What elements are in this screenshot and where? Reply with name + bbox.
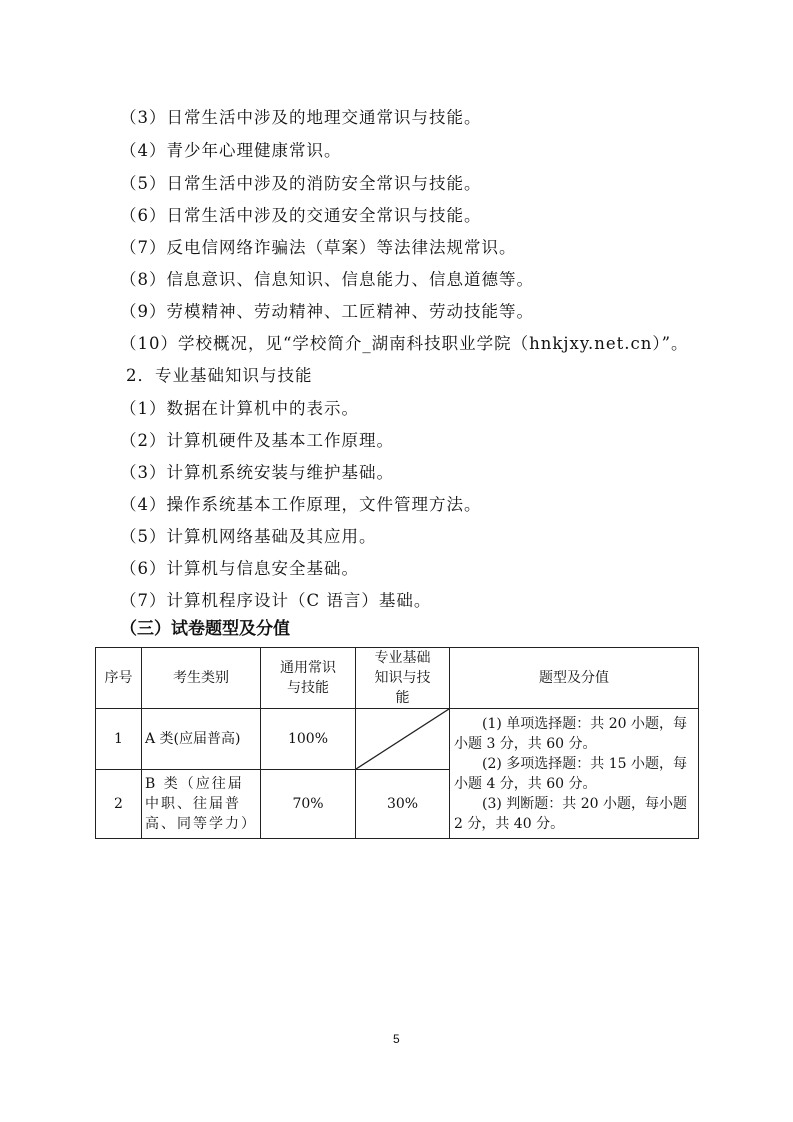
text-line: （4）青少年心理健康常识。	[120, 141, 342, 160]
header-cell: 题型及分值	[450, 648, 699, 709]
page-number: 5	[393, 1032, 400, 1046]
header-cell: 序号	[96, 648, 142, 709]
question-type: (3) 判断题：共 20 小题，每小题 2 分，共 40 分。	[454, 795, 687, 832]
category-cell: A 类(应届普高)	[142, 709, 261, 770]
question-types-cell	[450, 709, 699, 839]
text-line: （6）日常生活中涉及的交通安全常识与技能。	[120, 206, 482, 225]
question-type: (1) 单项选择题：共 20 小题，每小题 3 分，共 60 分。	[454, 715, 687, 752]
text-line: （3）计算机系统安装与维护基础。	[120, 463, 394, 482]
table-header-row	[96, 648, 699, 709]
text-line: （5）计算机网络基础及其应用。	[120, 527, 377, 546]
text-line: （7）计算机程序设计（C 语言）基础。	[120, 591, 432, 610]
section-heading: （三）试卷题型及分值	[120, 619, 290, 639]
question-type: (2) 多项选择题：共 15 小题，每小题 4 分，共 60 分。	[454, 755, 687, 792]
header-cell: 专业基础知识与技能	[356, 648, 450, 709]
exam-table	[95, 647, 699, 839]
general-cell: 100%	[261, 709, 356, 770]
text-line: （1）数据在计算机中的表示。	[120, 399, 359, 418]
diagonal-empty-cell	[356, 709, 450, 770]
text-line: （9）劳模精神、劳动精神、工匠精神、劳动技能等。	[120, 302, 534, 321]
professional-cell: 30%	[356, 770, 450, 839]
text-line: （4）操作系统基本工作原理，文件管理方法。	[120, 495, 482, 514]
text-line: （10）学校概况，见“学校简介_湖南科技职业学院（hnkjxy.net.cn）”。	[120, 334, 689, 353]
general-cell: 70%	[261, 770, 356, 839]
text-line: （2）计算机硬件及基本工作原理。	[120, 431, 394, 450]
header-cell: 考生类别	[142, 648, 261, 709]
text-line: （3）日常生活中涉及的地理交通常识与技能。	[120, 108, 482, 127]
text-line: （6）计算机与信息安全基础。	[120, 559, 359, 578]
text-line: （8）信息意识、信息知识、信息能力、信息道德等。	[120, 270, 534, 289]
text-line: 2．专业基础知识与技能	[126, 366, 313, 385]
row-number: 2	[96, 770, 142, 839]
text-line: （7）反电信网络诈骗法（草案）等法律法规常识。	[120, 238, 517, 257]
row-number: 1	[96, 709, 142, 770]
category-cell: B 类（应往届中职、往届普高、同等学力）	[142, 770, 261, 839]
table-row	[96, 709, 699, 770]
text-line: （5）日常生活中涉及的消防安全常识与技能。	[120, 174, 482, 193]
header-cell: 通用常识与技能	[261, 648, 356, 709]
